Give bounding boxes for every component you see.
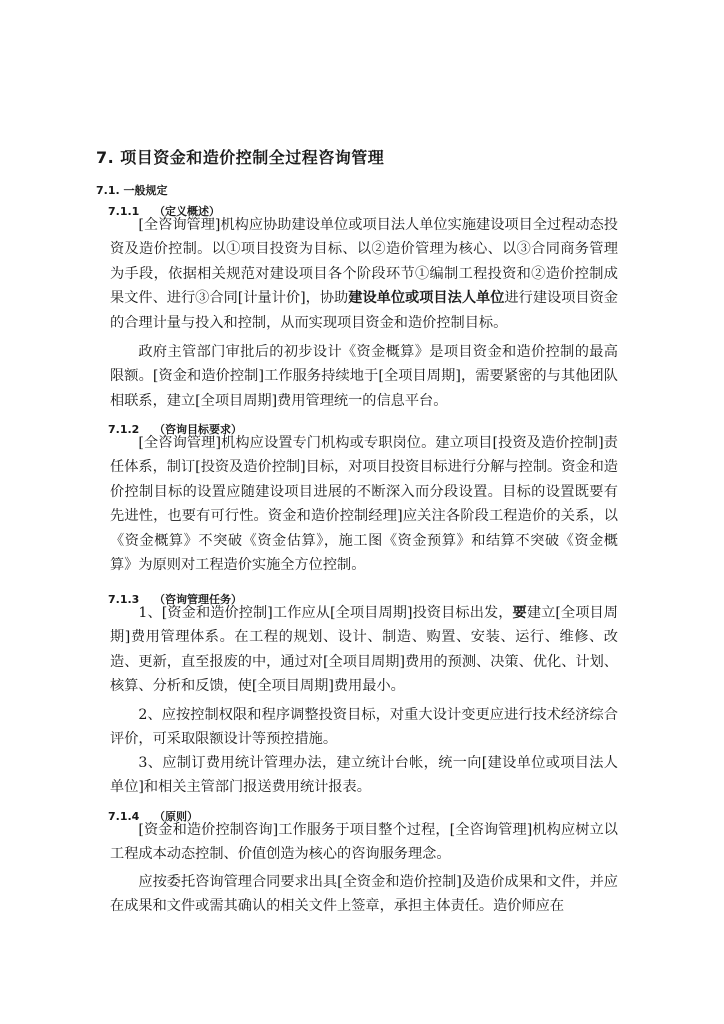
paragraph: 应按委托咨询管理合同要求出具[全资金和造价控制]及造价成果和文件，并应在成果和文件或需其确认的相关文件上签章，承担主体责任。造价师应在 xyxy=(110,874,618,915)
paragraph: [资金和造价控制咨询]工作服务于项目整个过程，[全咨询管理]机构应树立以工程成本动态控制、价值创造为核心的咨询服务理念。 xyxy=(110,822,618,863)
subsection-title: （咨询目标要求） xyxy=(154,423,242,436)
paragraph: 政府主管部门审批后的初步设计《资金概算》是项目资金和造价控制的最高限额。[资金和造价控制]工作服务持续地于[全项目周期]，需要紧密的与其他团队相联系，建立[全项目周期]费用管理统一的信息平台。 xyxy=(110,344,618,409)
subsection-title: （原则） xyxy=(154,810,198,823)
paragraph: 1、[资金和造价控制]工作应从[全项目周期]投资目标出发，要建立[全项目周期]费用管理体系。在工程的规划、设计、制造、购置、安装、运行、维修、改造、更新，直至报废的中，通过对[全项目周期]费用的预测、决策、优化、计划、核算、分析和反馈，使[全项目周期]费用最小。 xyxy=(110,605,618,695)
subsection-number: 7.1.4 xyxy=(108,810,140,823)
subsection-title: （咨询管理任务） xyxy=(154,593,242,606)
subsection-number: 7.1.2 xyxy=(108,423,140,436)
paragraph: 3、应制订费用统计管理办法，建立统计台帐，统一向[建设单位或项目法人单位]和相关主管部门报送费用统计报表。 xyxy=(110,755,618,796)
chapter-title: 7. 项目资金和造价控制全过程咨询管理 xyxy=(96,148,385,167)
subsection-number: 7.1.3 xyxy=(108,593,140,606)
subsection-number: 7.1.1 xyxy=(108,205,140,218)
subsection-title: （定义概述） xyxy=(154,205,220,218)
paragraph: [全咨询管理]机构应协助建设单位或项目法人单位实施建设项目全过程动态投资及造价控制。以①项目投资为目标、以②造价管理为核心、以③合同商务管理为手段，依据相关规范对建设项目各个阶段环节①编制工程投资和②造价控制成果文件、进行③合同[计量计价]，协助建设单位或项目法人单位进行建设项目资金的合理计量与投入和控制，从而实现项目资金和造价控制目标。 xyxy=(110,217,618,331)
paragraph: 2、应按控制权限和程序调整投资目标，对重大设计变更应进行技术经济综合评价，可采取限额设计等预控措施。 xyxy=(110,707,618,748)
section-heading: 7.1. 一般规定 xyxy=(96,184,168,197)
paragraph: [全咨询管理]机构应设置专门机构或专职岗位。建立项目[投资及造价控制]责任体系，制订[投资及造价控制]目标，对项目投资目标进行分解与控制。资金和造价控制目标的设置应随建设项目进展的不断深入而分段设置。目标的设置既要有先进性，也要有可行性。资金和造价控制经理]应关注各阶段工程造价的关系，以《资金概算》不突破《资金估算》，施工图《资金预算》和结算不突破《资金概算》为原则对工程造价实施全方位控制。 xyxy=(110,435,618,574)
